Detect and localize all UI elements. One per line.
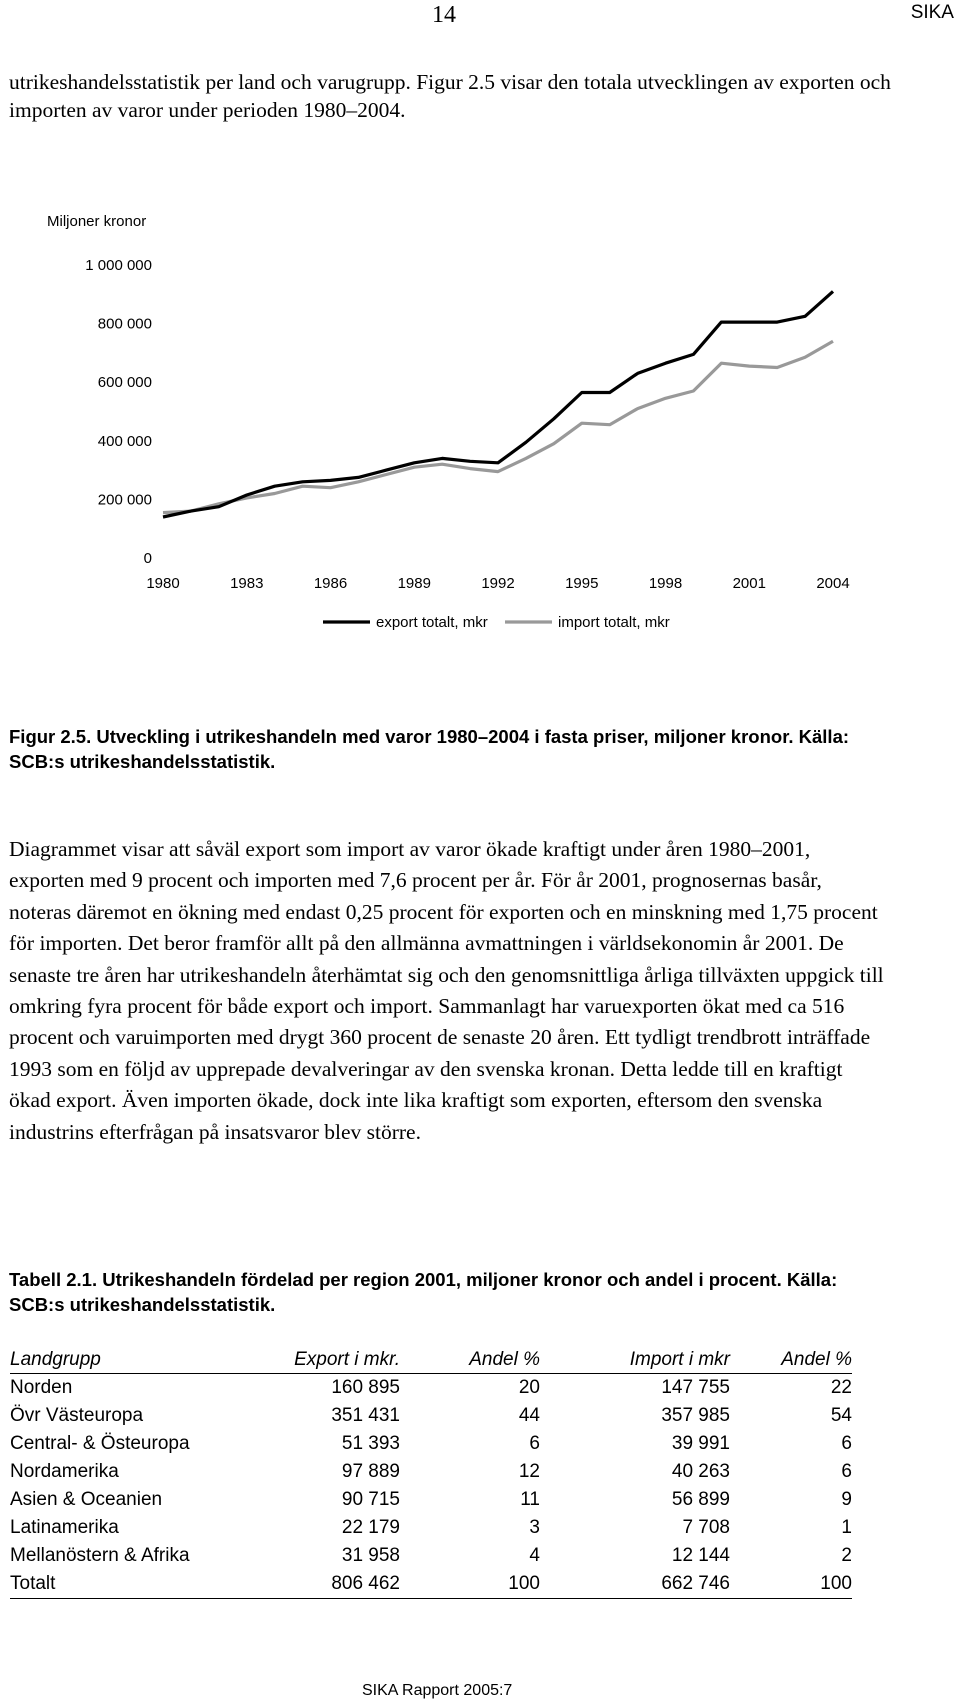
region-name: Asien & Oceanien: [10, 1489, 163, 1510]
table-row: [10, 1542, 852, 1570]
export-value: 806 462: [250, 1570, 400, 1599]
legend-label: import totalt, mkr: [558, 614, 670, 631]
export-value: 160 895: [331, 1377, 400, 1398]
legend-label: export totalt, mkr: [376, 614, 488, 631]
table-row: [10, 1486, 852, 1514]
y-tick-label: 1 000 000: [85, 257, 152, 274]
body-paragraph: Diagrammet visar att såväl export som import av varor ökade kraftigt under åren 1980–2001, exporten med 9 procent och importen med 7,6 procent per år. För år 2001, prognosernas basår, noteras däremot en ökning med endast 0,25 procent för exporten och en minskning med 1,75 procent för importen. Det beror framför allt på den allmänna avmattningen i världsekonomin år 2001. De senaste tre åren har utrikeshandeln återhämtat sig och den genomsnittliga årliga tillväxten uppgick till omkring fyra procent för både export och import. Sammanlagt har varuexporten ökat med ca 516 procent och varuimporten med drygt 360 procent de senaste 20 åren. Ett tydligt trendbrott inträffade 1993 som en följd av upprepade devalveringar av den svenska kronan. Detta ledde till en kraftigt ökad export. Även importen ökade, dock inte lika kraftigt som exporten, eftersom den svenska industrins efterfrågan på insatsvaror blev större.: [9, 837, 884, 1144]
col-header-import-share: Andel %: [730, 1346, 852, 1374]
import-value: 662 746: [540, 1570, 730, 1599]
export-share: 44: [518, 1405, 540, 1426]
y-tick-label: 200 000: [97, 491, 152, 509]
x-tick-label: 1998: [648, 575, 683, 592]
export-share: 11: [520, 1489, 540, 1510]
figure-caption: Figur 2.5. Utveckling i utrikeshandeln med varor 1980–2004 i fasta priser, miljoner kronor. Källa: SCB:s utrikeshandelsstatistik.: [9, 726, 850, 772]
table-row: [10, 1514, 852, 1542]
import-value: 147 755: [661, 1377, 730, 1398]
x-tick-label: 1995: [565, 575, 599, 592]
table-title: Tabell 2.1. Utrikeshandeln fördelad per region 2001, miljoner kronor och andel i procent. Källa: SCB:s utrikeshandelsstatistik.: [9, 1269, 838, 1315]
export-value: 31 958: [341, 1545, 400, 1566]
import-value: 39 991: [671, 1433, 730, 1454]
region-name: Mellanöstern & Afrika: [10, 1545, 190, 1566]
col-header-export: Export i mkr.: [250, 1346, 400, 1374]
import-share: 100: [730, 1570, 852, 1599]
col-header-export-share: Andel %: [400, 1346, 540, 1374]
x-tick-label: 1989: [397, 575, 431, 592]
x-tick-label: 2004: [816, 575, 850, 592]
x-tick-label: 1980: [146, 575, 180, 592]
x-tick-label: 1983: [230, 575, 264, 592]
export-value: 97 889: [341, 1461, 400, 1482]
import-series-line: [163, 341, 833, 512]
export-share: 20: [518, 1377, 540, 1398]
import-value: 12 144: [671, 1545, 730, 1566]
y-tick-label: 600 000: [97, 374, 152, 392]
import-share: 1: [841, 1517, 852, 1538]
export-share: 4: [529, 1545, 540, 1566]
y-tick-label: 400 000: [97, 432, 152, 450]
col-header-region: Landgrupp: [10, 1346, 250, 1374]
region-table: [10, 1346, 852, 1599]
table-total-row: [10, 1570, 852, 1599]
region-name: Totalt: [10, 1570, 250, 1599]
import-share: 2: [841, 1545, 852, 1566]
export-value: 22 179: [341, 1517, 400, 1538]
footer: SIKA Rapport 2005:7: [362, 1682, 513, 1699]
x-tick-label: 1992: [481, 575, 515, 592]
intro-paragraph: utrikeshandelsstatistik per land och varugrupp. Figur 2.5 visar den totala utvecklingen av exporten och importen av varor under perioden 1980–2004.: [9, 70, 891, 122]
import-value: 56 899: [671, 1489, 730, 1510]
import-share: 54: [830, 1405, 852, 1426]
export-share: 3: [529, 1517, 540, 1538]
export-share: 100: [400, 1570, 540, 1599]
export-share: 6: [529, 1433, 540, 1454]
region-name: Norden: [10, 1377, 73, 1398]
import-value: 7 708: [682, 1517, 730, 1538]
table-row: [10, 1458, 852, 1486]
import-value: 40 263: [671, 1461, 730, 1482]
x-tick-label: 2001: [732, 575, 766, 592]
y-axis-label: Miljoner kronor: [47, 213, 147, 230]
import-share: 6: [841, 1461, 852, 1482]
region-name: Latinamerika: [10, 1517, 119, 1538]
export-share: 12: [518, 1461, 540, 1482]
import-share: 6: [841, 1433, 852, 1454]
import-share: 22: [830, 1377, 852, 1398]
region-name: Central- & Östeuropa: [10, 1433, 190, 1454]
export-value: 351 431: [331, 1405, 400, 1426]
region-name: Övr Västeuropa: [10, 1405, 144, 1426]
table-row: [10, 1430, 852, 1458]
table-row: [10, 1402, 852, 1430]
import-value: 357 985: [661, 1405, 730, 1426]
page-number: 14: [432, 2, 456, 28]
import-share: 9: [841, 1489, 852, 1510]
x-tick-label: 1986: [313, 575, 348, 592]
header-brand: SIKA: [910, 2, 954, 23]
export-value: 90 715: [341, 1489, 400, 1510]
col-header-import: Import i mkr: [540, 1346, 730, 1374]
export-series-line: [163, 291, 833, 517]
y-tick-label: 800 000: [97, 315, 152, 333]
export-value: 51 393: [341, 1433, 400, 1454]
y-tick-label: 0: [143, 550, 152, 567]
trade-line-chart: [0, 205, 960, 695]
table-header-row: [10, 1346, 852, 1374]
table-row: [10, 1374, 852, 1403]
region-name: Nordamerika: [10, 1461, 119, 1482]
